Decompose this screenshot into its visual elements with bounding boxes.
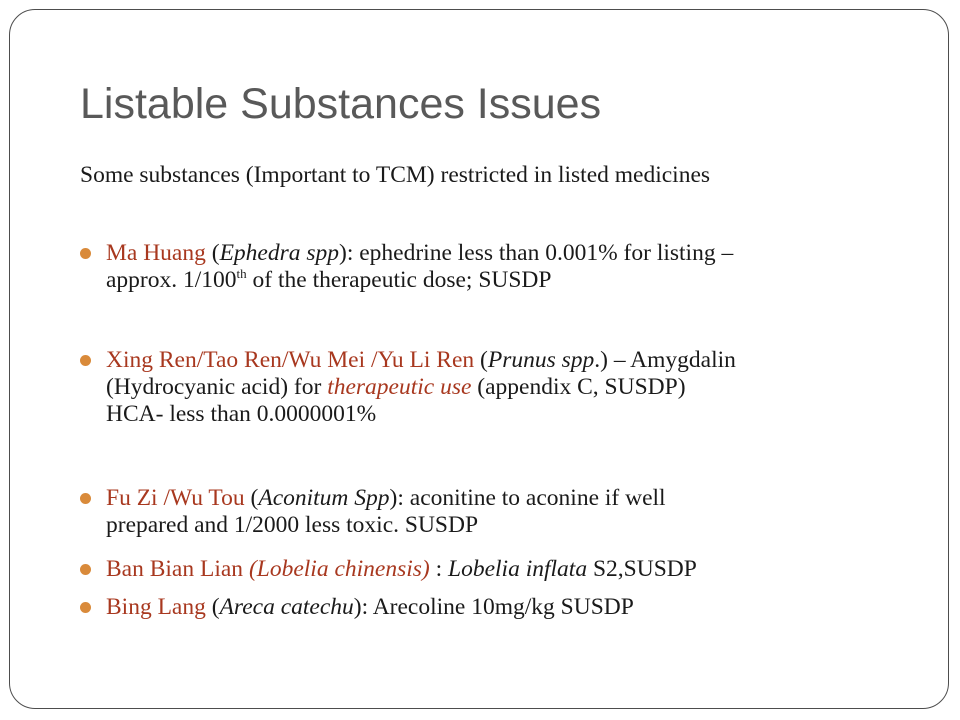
latin-name: Ephedra spp [219, 240, 340, 266]
bullet-line [106, 485, 880, 512]
bullet-text: of the therapeutic dose; SUSDP [246, 267, 552, 293]
herb-name: Xing Ren/Tao Ren/Wu Mei /Yu Li Ren [106, 347, 475, 373]
bullet-text: ( [474, 347, 488, 373]
emphasis-text: therapeutic use [327, 374, 472, 400]
bullet-xing-ren [80, 347, 880, 428]
bullet-line [106, 556, 880, 583]
herb-name: Fu Zi /Wu Tou [106, 485, 245, 511]
slide-subtitle: Some substances (Important to TCM) restricted in listed medicines [80, 162, 711, 188]
herb-name: Ban Bian Lian [106, 556, 244, 582]
bullet-text: .) – Amygdalin [594, 347, 736, 373]
bullet-text: ( [205, 594, 220, 620]
bullet-line [106, 347, 880, 374]
bullet-ban-bian-lian [80, 556, 880, 583]
latin-name: (Lobelia chinensis) [243, 556, 430, 582]
bullet-line [106, 594, 880, 621]
bullet-dot-icon [80, 602, 91, 613]
bullet-text: (appendix C, SUSDP) [471, 374, 686, 400]
bullet-line [106, 374, 880, 401]
bullet-text: approx. 1/100 [106, 267, 237, 293]
bullet-text: ): aconitine to aconine if well [389, 485, 666, 511]
bullet-text: ( [205, 240, 220, 266]
bullet-text: ( [244, 485, 259, 511]
bullet-dot-icon [80, 355, 91, 366]
herb-name: Ma Huang [106, 240, 206, 266]
bullet-text: ): Arecoline 10mg/kg SUSDP [353, 594, 634, 620]
latin-name: Lobelia inflata [448, 556, 588, 582]
bullet-dot-icon [80, 564, 91, 575]
bullet-line [106, 267, 880, 294]
herb-name: Bing Lang [106, 594, 206, 620]
latin-name: Aconitum Spp [258, 485, 390, 511]
superscript: th [236, 266, 247, 282]
bullet-line: HCA- less than 0.0000001% [106, 401, 377, 427]
bullet-line: prepared and 1/2000 less toxic. SUSDP [106, 512, 479, 538]
bullet-line [106, 240, 880, 267]
bullet-text: (Hydrocyanic acid) for [106, 374, 328, 400]
bullet-fu-zi [80, 485, 880, 539]
bullet-dot-icon [80, 248, 91, 259]
slide-title: Listable Substances Issues [80, 80, 602, 128]
bullet-text: ): ephedrine less than 0.001% for listing – [339, 240, 734, 266]
bullet-ma-huang [80, 240, 880, 294]
bullet-text: : [429, 556, 449, 582]
bullet-text: S2,SUSDP [587, 556, 697, 582]
latin-name: Areca catechu [219, 594, 354, 620]
bullet-bing-lang [80, 594, 880, 621]
bullet-dot-icon [80, 493, 91, 504]
latin-name: Prunus spp [487, 347, 595, 373]
